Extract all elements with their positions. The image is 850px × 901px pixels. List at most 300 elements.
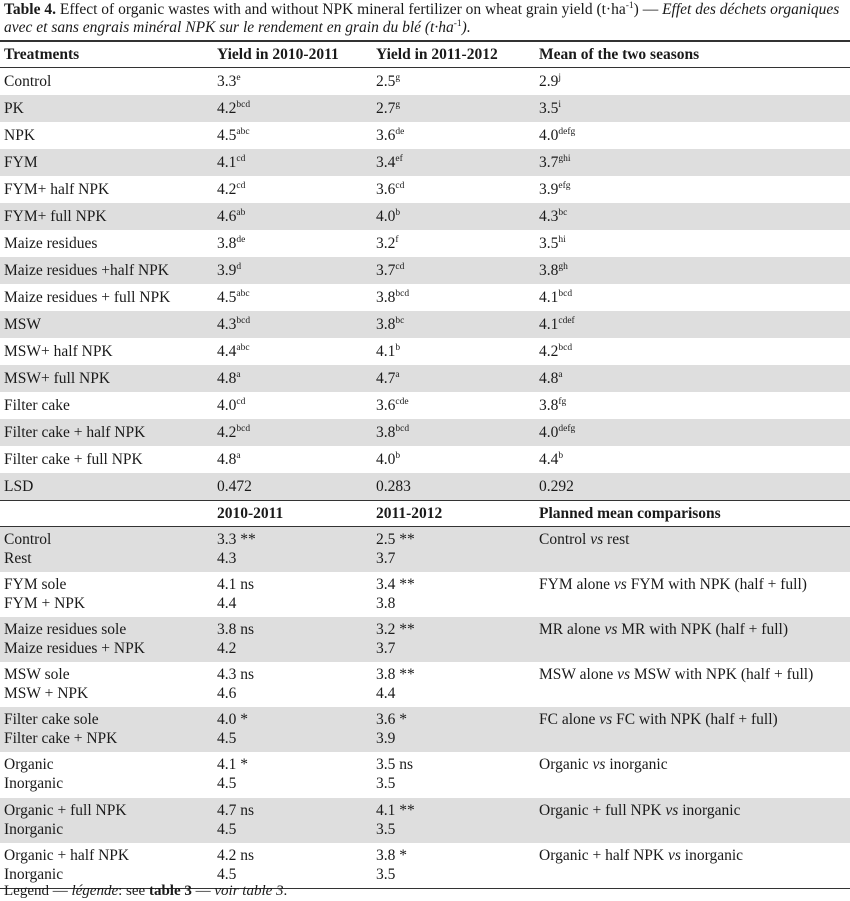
value: 4.4 — [217, 343, 237, 360]
value: 4.6 — [217, 208, 237, 225]
table-caption — [4, 1, 846, 37]
significance-letter: bcd — [236, 316, 251, 326]
significance-letter: a — [558, 370, 563, 380]
value-a: 4.0 * — [217, 711, 248, 729]
significance-letter: abc — [236, 343, 250, 353]
table-row — [0, 284, 850, 311]
yield-2011-2012-cell — [372, 419, 535, 446]
value-b: 3.5 — [376, 820, 396, 838]
significance-letter: cde — [395, 397, 409, 407]
value: 4.8 — [217, 451, 237, 468]
comparison-treatments — [0, 752, 213, 797]
comparison-2011-2012 — [372, 527, 535, 572]
value: 4.3 — [539, 208, 559, 225]
value: 3.8 — [539, 397, 559, 414]
treatment-cell: FYM+ half NPK — [4, 181, 110, 198]
treatment-a: MSW sole — [4, 666, 70, 684]
significance-letter: j — [558, 73, 562, 83]
comparison-right: rest — [603, 531, 630, 548]
header-mean: Mean of the two seasons — [539, 46, 700, 63]
mean-cell — [535, 95, 850, 122]
significance-letter: cd — [236, 181, 246, 191]
treatment-a: Organic + full NPK — [4, 801, 127, 819]
legend-label: Legend — — [4, 883, 72, 899]
treatment-b: MSW + NPK — [4, 685, 89, 703]
comparison-2011-2012 — [372, 662, 535, 707]
value: 4.4 — [539, 451, 559, 468]
yield-2011-2012-cell — [372, 446, 535, 473]
significance-letter: b — [558, 451, 564, 461]
mean-cell — [535, 365, 850, 392]
comparison-treatments — [0, 572, 213, 617]
value: 0.283 — [376, 478, 411, 495]
header-yield-2010-2011: Yield in 2010-2011 — [217, 46, 339, 63]
value-a: 3.3 ** — [217, 531, 256, 548]
treatment-cell: Filter cake + full NPK — [4, 451, 143, 468]
comparison-row — [0, 798, 850, 843]
comparison-right: inorganic — [680, 846, 744, 864]
value: 4.1 — [376, 343, 396, 360]
comparison-left: Organic + half NPK — [539, 846, 668, 864]
comparison-2010-2011 — [213, 752, 372, 797]
comparison-right: inorganic — [678, 801, 741, 819]
value-a: 3.5 ns — [376, 756, 414, 774]
comparison-vs: vs — [668, 846, 681, 864]
mean-cell — [535, 446, 850, 473]
table-row — [0, 122, 850, 149]
yield-2011-2012-cell — [372, 176, 535, 203]
legend-note — [4, 882, 287, 900]
yield-2011-2012-cell — [372, 311, 535, 338]
value-a: 3.8 ns — [217, 620, 255, 638]
yield-table — [0, 40, 850, 889]
yield-2011-2012-cell — [372, 149, 535, 176]
significance-letter: g — [395, 73, 401, 83]
comparison-vs: vs — [590, 531, 604, 548]
comparison-2010-2011 — [213, 798, 372, 843]
significance-letter: a — [395, 370, 400, 380]
yield-2011-2012-cell — [372, 473, 535, 501]
value: 4.3 — [217, 316, 237, 333]
subheader-row — [0, 501, 850, 527]
legend-ref-en: table 3 — [148, 883, 192, 899]
value: 3.7 — [376, 262, 396, 279]
yield-2011-2012-cell — [372, 338, 535, 365]
treatment-b: Inorganic — [4, 820, 64, 838]
caption-text-fr: Effet des déchets organiques avec et sans engrais minéral NPK sur le rendement en grain du blé (t·ha — [4, 1, 840, 36]
mean-cell — [535, 338, 850, 365]
treatment-a: FYM sole — [4, 575, 67, 593]
table-row — [0, 95, 850, 122]
significance-letter: cd — [236, 397, 246, 407]
comparison-2011-2012 — [372, 752, 535, 797]
comparison-vs: vs — [617, 666, 630, 684]
comparison-2011-2012 — [372, 843, 535, 888]
mean-cell — [535, 257, 850, 284]
yield-2010-2011-cell — [213, 149, 372, 176]
value-a: 4.1 ns — [217, 575, 255, 593]
significance-letter: i — [558, 100, 562, 110]
value: 4.0 — [539, 127, 559, 144]
treatment-cell: Control — [4, 73, 52, 90]
comparison-2011-2012 — [372, 707, 535, 752]
comparison-treatments — [0, 707, 213, 752]
comparison-2010-2011 — [213, 527, 372, 572]
value-b: 4.5 — [217, 820, 237, 838]
comparison-row — [0, 572, 850, 617]
yield-2010-2011-cell — [213, 392, 372, 419]
comparison-2011-2012 — [372, 798, 535, 843]
value-a: 3.8 * — [376, 846, 407, 864]
yield-2010-2011-cell — [213, 311, 372, 338]
treatment-cell: FYM+ full NPK — [0, 203, 213, 230]
yield-2010-2011-cell — [213, 122, 372, 149]
table-row — [0, 419, 850, 446]
treatment-b: Inorganic — [4, 775, 64, 793]
comparison-description — [535, 843, 850, 888]
comparison-treatments — [0, 662, 213, 707]
subheader-2010-2011: 2010-2011 — [213, 501, 372, 527]
value-b: 4.5 — [217, 775, 237, 793]
value: 3.3 — [217, 73, 237, 90]
comparison-left: Control — [539, 531, 591, 548]
significance-letter: a — [236, 370, 241, 380]
value-a: 4.3 ns — [217, 666, 255, 684]
comparison-left: FC alone — [539, 711, 600, 729]
significance-letter: bc — [558, 208, 568, 218]
treatment-b: FYM + NPK — [4, 594, 86, 612]
yield-2011-2012-cell — [372, 365, 535, 392]
treatment-cell: Maize residues +half NPK — [0, 257, 213, 284]
value: 3.6 — [376, 397, 396, 414]
yield-2010-2011-cell — [213, 257, 372, 284]
comparison-description — [535, 707, 850, 752]
legend-mid: : see — [118, 883, 149, 899]
legend-label-fr: légende — [71, 883, 119, 899]
value-a: 3.2 ** — [376, 620, 415, 638]
yield-2010-2011-cell — [213, 95, 372, 122]
table-row — [0, 338, 850, 365]
significance-letter: de — [236, 235, 246, 245]
value: 4.1 — [539, 289, 559, 306]
value-a: 4.2 ns — [217, 846, 255, 864]
value-a: 3.4 ** — [376, 575, 415, 593]
table-row — [0, 311, 850, 338]
yield-2010-2011-cell — [213, 446, 372, 473]
value-a: 4.1 ** — [376, 801, 415, 819]
comparison-2010-2011 — [213, 617, 372, 662]
significance-letter: bcd — [395, 424, 410, 434]
yield-2010-2011-cell — [213, 419, 372, 446]
yield-2011-2012-cell — [372, 284, 535, 311]
subheader-comparisons: Planned mean comparisons — [535, 501, 850, 527]
value: 3.9 — [217, 262, 237, 279]
significance-letter: f — [395, 235, 399, 245]
yield-2011-2012-cell — [372, 230, 535, 257]
table-row — [0, 257, 850, 284]
comparison-left: Organic — [539, 756, 593, 774]
value: 4.1 — [539, 316, 559, 333]
significance-letter: bcd — [395, 289, 410, 299]
mean-cell — [535, 311, 850, 338]
caption-end: ). — [461, 19, 471, 36]
significance-letter: a — [236, 451, 241, 461]
significance-letter: abc — [236, 127, 250, 137]
value-a: 4.7 ns — [217, 801, 255, 819]
significance-letter: bcd — [558, 289, 573, 299]
caption-label: Table 4. — [4, 1, 56, 18]
value-b: 4.4 — [217, 594, 237, 612]
value-a: 3.6 * — [376, 711, 407, 729]
treatment-cell: PK — [0, 95, 213, 122]
comparison-treatments — [0, 617, 213, 662]
caption-separator: ) — — [633, 1, 663, 18]
mean-cell — [535, 149, 850, 176]
yield-2011-2012-cell — [372, 68, 535, 96]
subheader-2011-2012: 2011-2012 — [372, 501, 535, 527]
treatment-cell: MSW — [0, 311, 213, 338]
value-a: 2.5 ** — [376, 531, 415, 548]
treatment-b: Rest — [4, 550, 32, 567]
value-b: 3.8 — [376, 594, 396, 612]
header-yield-2011-2012: Yield in 2011-2012 — [376, 46, 498, 63]
value: 3.5 — [539, 235, 559, 252]
significance-letter: gh — [558, 262, 568, 272]
value: 3.4 — [376, 154, 396, 171]
value: 2.9 — [539, 73, 559, 90]
value: 3.8 — [376, 289, 396, 306]
yield-2010-2011-cell — [213, 365, 372, 392]
table-row — [0, 149, 850, 176]
value: 4.0 — [376, 451, 396, 468]
value-b: 4.2 — [217, 639, 237, 657]
treatment-a: Organic + half NPK — [4, 846, 130, 864]
yield-2011-2012-cell — [372, 203, 535, 230]
yield-2011-2012-cell — [372, 122, 535, 149]
significance-letter: b — [395, 208, 401, 218]
value: 2.7 — [376, 100, 396, 117]
value-b: 3.9 — [376, 730, 396, 748]
subheader-blank — [0, 501, 213, 527]
table-row — [0, 446, 850, 473]
comparison-left: MR alone — [539, 620, 605, 638]
significance-letter: bcd — [236, 424, 251, 434]
comparison-right: MSW with NPK (half + full) — [630, 666, 814, 684]
significance-letter: d — [236, 262, 242, 272]
significance-letter: e — [236, 73, 241, 83]
comparison-description — [535, 572, 850, 617]
value-b: 3.7 — [376, 550, 396, 567]
value: 4.2 — [217, 100, 237, 117]
treatment-cell: LSD — [0, 473, 213, 501]
mean-cell — [535, 203, 850, 230]
mean-cell — [535, 176, 850, 203]
significance-letter: bcd — [558, 343, 573, 353]
treatment-b: Inorganic — [4, 865, 64, 883]
significance-letter: cd — [236, 154, 246, 164]
value: 4.2 — [217, 181, 237, 198]
value: 3.5 — [539, 100, 559, 117]
value: 2.5 — [376, 73, 396, 90]
mean-cell — [535, 230, 850, 257]
yield-2010-2011-cell — [213, 203, 372, 230]
comparison-treatments — [0, 798, 213, 843]
treatment-a: Maize residues sole — [4, 620, 127, 638]
value: 3.8 — [217, 235, 237, 252]
value: 4.5 — [217, 289, 237, 306]
significance-letter: bcd — [236, 100, 251, 110]
comparison-description — [535, 617, 850, 662]
mean-cell — [535, 419, 850, 446]
header-row — [0, 41, 850, 68]
comparison-row — [0, 707, 850, 752]
comparison-rows — [0, 527, 850, 889]
significance-letter: ghi — [558, 154, 571, 164]
value: 3.7 — [539, 154, 559, 171]
caption-unit-sup-fr: -1 — [453, 19, 462, 29]
significance-letter: ab — [236, 208, 246, 218]
significance-letter: bc — [395, 316, 405, 326]
table-row — [0, 203, 850, 230]
significance-letter: defg — [558, 127, 576, 137]
treatment-a: Control — [4, 531, 52, 548]
comparison-vs: vs — [613, 575, 627, 593]
comparison-2010-2011 — [213, 662, 372, 707]
comparison-right: MR with NPK (half + full) — [617, 620, 788, 638]
comparison-description — [535, 752, 850, 797]
mean-cell — [535, 68, 850, 96]
comparison-2010-2011 — [213, 707, 372, 752]
significance-letter: hi — [558, 235, 566, 245]
comparison-row — [0, 617, 850, 662]
significance-letter: ef — [395, 154, 403, 164]
table-row — [0, 68, 850, 96]
comparison-vs: vs — [599, 711, 613, 729]
value-b: 4.6 — [217, 685, 237, 703]
comparison-vs: vs — [604, 620, 618, 638]
value: 4.2 — [217, 424, 237, 441]
value-b: 4.4 — [376, 685, 396, 703]
yield-2011-2012-cell — [372, 95, 535, 122]
treatment-b: Filter cake + NPK — [4, 730, 118, 748]
comparison-right: inorganic — [605, 756, 668, 774]
significance-letter: cd — [395, 181, 405, 191]
yield-2010-2011-cell — [213, 284, 372, 311]
yield-2010-2011-cell — [213, 176, 372, 203]
comparison-row — [0, 527, 850, 572]
treatment-rows — [0, 68, 850, 501]
yield-2010-2011-cell — [213, 473, 372, 501]
table-row — [0, 230, 850, 257]
comparison-treatments — [0, 527, 213, 572]
comparison-description — [535, 527, 850, 572]
value-b: 4.3 — [217, 550, 237, 567]
comparison-right: FC with NPK (half + full) — [612, 711, 778, 729]
comparison-row — [0, 662, 850, 707]
value: 4.8 — [539, 370, 559, 387]
value-a: 3.8 ** — [376, 666, 415, 684]
caption-text-en: Effect of organic wastes with and without NPK mineral fertilizer on wheat grain yield (t·ha — [59, 1, 626, 18]
treatment-a: Organic — [4, 756, 54, 774]
comparison-left: FYM alone — [539, 575, 614, 593]
treatment-a: Filter cake sole — [4, 711, 99, 729]
value: 4.0 — [376, 208, 396, 225]
value: 4.1 — [217, 154, 237, 171]
value: 4.8 — [217, 370, 237, 387]
significance-letter: b — [395, 343, 401, 353]
table-row — [0, 473, 850, 501]
value: 3.8 — [376, 316, 396, 333]
value: 0.292 — [539, 478, 574, 495]
treatment-b: Maize residues + NPK — [4, 639, 145, 657]
treatment-cell: FYM — [0, 149, 213, 176]
value: 3.9 — [539, 181, 559, 198]
value-b: 3.7 — [376, 639, 396, 657]
comparison-description — [535, 662, 850, 707]
subheader-section — [0, 501, 850, 527]
value-b: 3.5 — [376, 865, 396, 883]
legend-dash: — — [191, 883, 215, 899]
value: 3.6 — [376, 127, 396, 144]
value-b: 4.5 — [217, 730, 237, 748]
significance-letter: abc — [236, 289, 250, 299]
header-treatments: Treatments — [4, 46, 80, 63]
value: 3.6 — [376, 181, 396, 198]
comparison-vs: vs — [665, 801, 679, 819]
treatment-cell: MSW+ half NPK — [4, 343, 113, 360]
significance-letter: efg — [558, 181, 571, 191]
significance-letter: defg — [558, 424, 576, 434]
legend-ref-fr: voir table 3 — [214, 883, 284, 899]
treatment-cell: Filter cake — [4, 397, 70, 414]
legend-end: . — [283, 883, 288, 899]
value: 4.0 — [539, 424, 559, 441]
comparison-description — [535, 798, 850, 843]
value: 4.7 — [376, 370, 396, 387]
mean-cell — [535, 392, 850, 419]
table-row — [0, 392, 850, 419]
value-b: 3.5 — [376, 775, 396, 793]
treatment-cell: Maize residues + full NPK — [4, 289, 171, 306]
comparison-2011-2012 — [372, 572, 535, 617]
significance-letter: fg — [558, 397, 567, 407]
mean-cell — [535, 284, 850, 311]
comparison-2010-2011 — [213, 572, 372, 617]
significance-letter: cd — [395, 262, 405, 272]
value: 0.472 — [217, 478, 252, 495]
mean-cell — [535, 122, 850, 149]
significance-letter: b — [395, 451, 401, 461]
value: 3.2 — [376, 235, 396, 252]
value: 3.8 — [539, 262, 559, 279]
significance-letter: de — [395, 127, 405, 137]
value: 3.8 — [376, 424, 396, 441]
table-row — [0, 176, 850, 203]
treatment-cell: Maize residues — [4, 235, 98, 252]
value-b: 4.5 — [217, 865, 237, 883]
mean-cell — [535, 473, 850, 501]
table-row — [0, 365, 850, 392]
value-a: 4.1 * — [217, 756, 248, 774]
value: 4.5 — [217, 127, 237, 144]
comparison-left: MSW alone — [539, 666, 618, 684]
yield-2010-2011-cell — [213, 68, 372, 96]
yield-2010-2011-cell — [213, 338, 372, 365]
value: 4.2 — [539, 343, 559, 360]
treatment-cell: MSW+ full NPK — [0, 365, 213, 392]
yield-2010-2011-cell — [213, 230, 372, 257]
comparison-row — [0, 752, 850, 797]
